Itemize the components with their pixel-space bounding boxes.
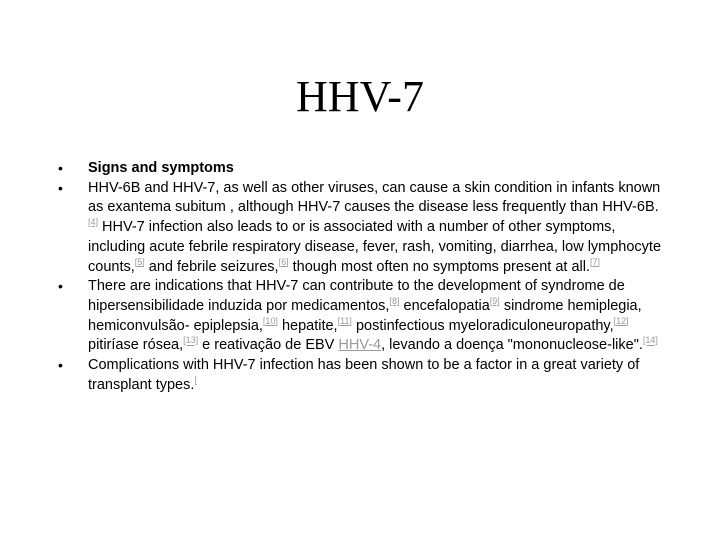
bullet-item-signs-and-symptoms [56, 159, 662, 179]
bullet-text: encefalopatia [399, 297, 490, 314]
citation-link[interactable]: [6] [278, 256, 289, 267]
bullet-dot-icon: • [58, 278, 63, 295]
bullet-text: hepatite, [277, 317, 338, 334]
bullet-text: HHV-6B and HHV-7, as well as other viruses, can cause a skin condition in infants known as exantema subitum , although HHV-7 causes the disease less frequently than HHV-6B. [88, 179, 661, 216]
citation-link[interactable]: [8] [389, 296, 400, 307]
bullet-text: e reativação de EBV [198, 337, 339, 354]
bullet-item-transplant [56, 356, 662, 395]
bullet-text: though most often no symptoms present at all. [288, 258, 591, 275]
bullet-text: Complications with HHV-7 infection has been shown to be a factor in a great variety of transplant types. [88, 357, 640, 393]
bullet-text: HHV-7 infection also leads to or is associated with a number of other symptoms, including acute febrile respiratory disease, fever, rash, vomiting, diarrhea, low lymphocyte counts, [88, 219, 662, 275]
citation-link[interactable]: [9] [489, 296, 500, 307]
bullet-text: There are indications that HHV-7 can contribute to the development of syndrome de hipersensibilidade induzida por medicamentos, [88, 278, 625, 314]
bullet-heading: Signs and symptoms [88, 160, 234, 176]
citation-link[interactable]: [7] [590, 256, 601, 267]
citation-link[interactable]: [13] [183, 335, 199, 346]
bullet-text: postinfectious myeloradiculoneuropathy, [351, 317, 614, 334]
bullet-text: , levando a doença "mononucleose-like". [381, 337, 643, 354]
bullet-text: and febrile seizures, [144, 258, 279, 275]
bullet-text: pitiríase rósea, [88, 337, 184, 354]
bullet-item-syndromes [56, 277, 662, 356]
bullet-item-exantema [56, 179, 662, 278]
bullet-dot-icon: • [58, 160, 63, 176]
citation-link[interactable]: [12] [613, 315, 629, 326]
hhv4-link[interactable]: HHV-4 [338, 337, 382, 354]
citation-link[interactable]: [4] [88, 217, 99, 228]
citation-link[interactable]: [14] [642, 335, 658, 346]
bullet-text: sindrome hemiplegia, hemiconvulsão- epiplepsia, [88, 297, 642, 334]
bullet-dot-icon: • [58, 179, 63, 196]
bullet-list [56, 159, 662, 395]
citation-link[interactable]: [11] [337, 315, 352, 326]
slide-title: HHV-7 [296, 72, 424, 121]
citation-link[interactable]: [5] [134, 256, 145, 267]
bullet-dot-icon: • [58, 357, 63, 374]
citation-link[interactable]: [ [194, 374, 197, 385]
citation-link[interactable]: [10] [262, 315, 278, 326]
